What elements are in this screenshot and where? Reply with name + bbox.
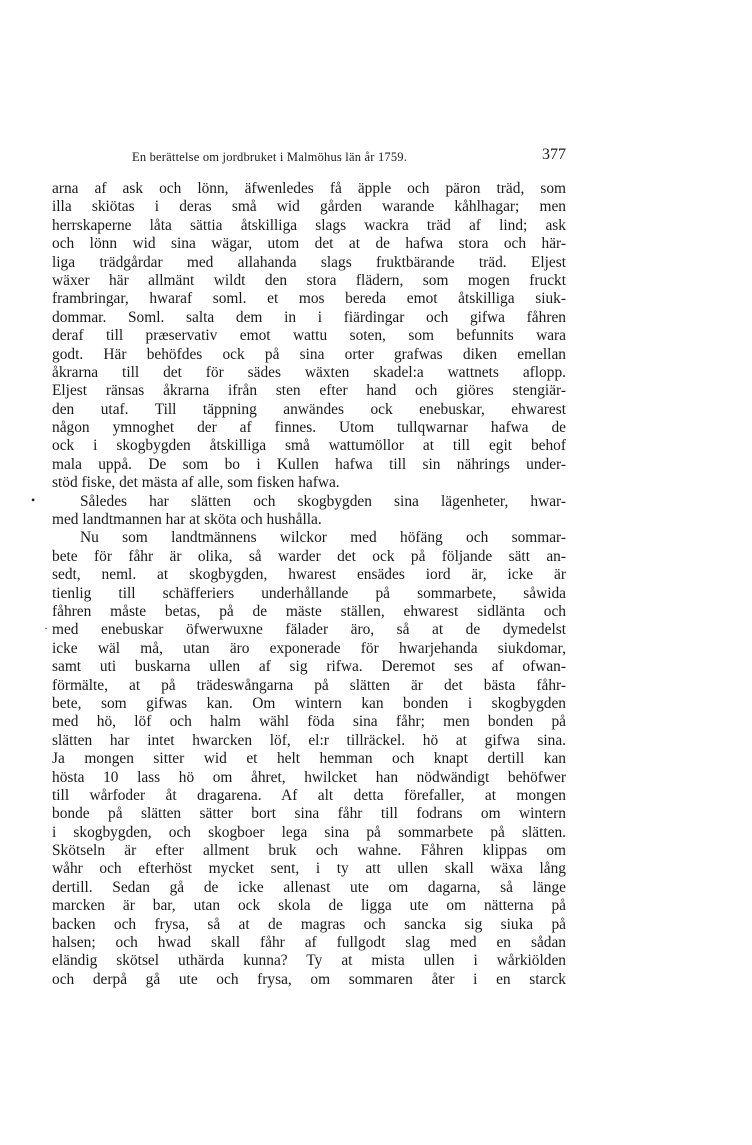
text-line: Eljest ränsas åkrarna ifrån sten efter hand och giöres stengiär- xyxy=(52,382,566,400)
text-line: slätten har intet hwarcken löf, el:r tillräckel. hö at gifwa sina. xyxy=(52,731,566,749)
text-line: sedt, neml. at skogbygden, hwarest ensädes iord är, icke är xyxy=(52,566,566,584)
text-line: tienlig till schäfferiers underhållande på sommarbete, såwida xyxy=(52,584,566,602)
text-line: deraf till præservativ emot wattu soten, som befunnits wara xyxy=(52,327,566,345)
text-line: Således har slätten och skogbygden sina lägenheter, hwar- xyxy=(80,492,566,510)
body-text xyxy=(31,180,566,989)
text-line: stöd fiske, det mästa af alle, som fisken hafwa. xyxy=(52,474,340,492)
text-line: illa skiötas i deras små wid gården warande kåhlhagar; men xyxy=(52,198,566,216)
text-line: eländig skötsel uthärda kunna? Ty at mista ullen i wårkiölden xyxy=(52,952,566,970)
text-line: förmälte, at på trädeswångarna på slätten är det bästa fåhr- xyxy=(52,676,566,694)
text-line: dommar. Soml. salta dem in i fiärdingar och gifwa fåhren xyxy=(52,308,566,326)
text-line: den utaf. Till täppning anwändes ock enebuskar, ehwarest xyxy=(52,400,566,418)
margin-bullet: • xyxy=(31,492,36,507)
page-number: 377 xyxy=(542,146,566,163)
text-line: med hö, löf och halm wähl föda sina fåhr; men bonden på xyxy=(52,713,566,731)
text-line: och derpå gå ute och frysa, om sommaren åter i en starck xyxy=(52,970,566,988)
text-line: arna af ask och lönn, äfwenledes få äpple och päron träd, som xyxy=(52,180,566,197)
running-title: En berättelse om jordbruket i Malmöhus län år 1759. xyxy=(132,150,408,164)
text-line: backen och frysa, så at de magras och sancka sig siuka på xyxy=(52,915,566,933)
text-line: herrskaperne låta sättia åtskilliga slags wackra träd af lind; ask xyxy=(52,216,566,234)
text-line: icke wäl må, utan äro exponerade för hwarjehanda siukdomar, xyxy=(52,639,566,657)
tick-line xyxy=(44,621,566,639)
text-line: ock i skogbygden åtskilliga små wattumöllor at till egit behof xyxy=(52,437,566,455)
text-line: fåhren måste betas, på de mäste ställen, ehwarest sidlänta och xyxy=(52,602,566,620)
text-line: i skogbygden, och skogboer lega sina på sommarbete på slätten. xyxy=(52,823,566,841)
text-line: och lönn wid sina wägar, utom det at de hafwa stora och här- xyxy=(52,235,566,253)
text-line: bete för fåhr är olika, så warder det ock på följande sätt an- xyxy=(52,547,566,565)
margin-tick: · xyxy=(44,621,48,636)
text-line: samt uti buskarna ullen af sig rifwa. Deremot ses af ofwan- xyxy=(52,658,566,676)
text-line: till wårfoder åt dragarena. Af alt detta förefaller, at mongen xyxy=(52,786,566,804)
text-line: med enebuskar öfwerwuxne fälader äro, så at de dymedelst xyxy=(52,621,566,639)
text-line: mala uppå. De som bo i Kullen hafwa till sin nährings under- xyxy=(52,455,566,473)
paragraph-2 xyxy=(31,492,566,511)
text-line: Skötseln är efter allment bruk och wahne. Fåhren klippas om xyxy=(52,842,566,860)
text-line: bete, som gifwas kan. Om wintern kan bonden i skogbygden xyxy=(52,694,566,712)
text-line: wäxer här allmänt wildt den stora flädern, som mogen fruckt xyxy=(52,271,566,289)
page-header xyxy=(52,146,566,170)
text-line: Ja mongen sitter wid et helt hemman och knapt dertill kan xyxy=(52,750,566,768)
text-line: liga trädgårdar med allahanda slags fruktbärande träd. Eljest xyxy=(52,253,566,271)
text-line: wåhr och efterhöst mycket sent, i ty att ullen skall wäxa lång xyxy=(52,860,566,878)
text-line: marcken är bar, utan ock skola de ligga ute om nätterna på xyxy=(52,897,566,915)
text-line: hösta 10 lass hö om åhret, hwilcket han nödwändigt behöfwer xyxy=(52,768,566,786)
text-line: åkrarna till det för sädes wäxten skadel:a wattnets aflopp. xyxy=(52,363,566,381)
text-line: Nu som landtmännens wilckor med höfäng och sommar- xyxy=(80,529,566,547)
text-line: frambringar, hwaraf soml. et mos bereda emot åtskilliga siuk- xyxy=(52,290,566,308)
text-line: halsen; och hwad skall fåhr af fullgodt slag med en sådan xyxy=(52,934,566,952)
text-line: godt. Här behöfdes ock på sina orter grafwas diken emellan xyxy=(52,345,566,363)
text-line: någon ymnoghet der af finnes. Utom tullqwarnar hafwa de xyxy=(52,419,566,437)
text-line: dertill. Sedan gå de icke allenast ute om dagarna, så länge xyxy=(52,878,566,896)
text-line: med landtmannen har at sköta och hushålla. xyxy=(52,511,322,529)
text-line: bonde på slätten sätter bort sina fåhr till fodrans om wintern xyxy=(52,805,566,823)
